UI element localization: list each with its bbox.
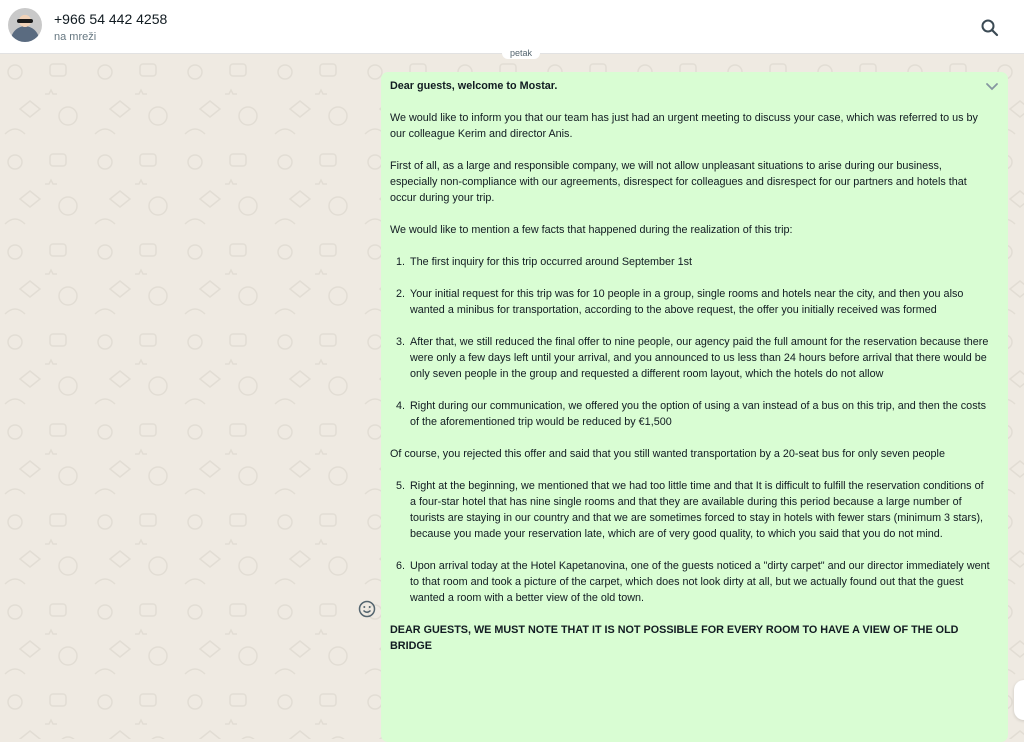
search-icon: [978, 16, 1002, 40]
facts-list-continued: [390, 478, 992, 606]
message-paragraph: Of course, you rejected this offer and said that you still wanted transportation by a 20-seat bus for only seven people: [390, 448, 945, 460]
list-item: 3. After that, we still reduced the final offer to nine people, our agency paid the full amount for the reservation because there were only a few days left until your arrival, and you announced to us less than 24 hours before arrival that there would be only seven people in the group and requested a different room layout, which the hotels do not allow: [408, 334, 992, 382]
message-title: Dear guests, welcome to Mostar.: [390, 80, 558, 92]
chevron-down-icon: [985, 81, 999, 93]
message-menu-button[interactable]: [985, 80, 999, 92]
emoji-icon: [357, 599, 377, 619]
chat-header: [0, 0, 1024, 54]
message-bubble[interactable]: [381, 72, 1008, 742]
list-item: 6. Upon arrival today at the Hotel Kapetanovina, one of the guests noticed a "dirty carpet" and our director immediately went to that room and took a picture of the carpet, which does not look dirty at all, but we actually found out that the guest wanted a room with a better view of the old town.: [408, 558, 992, 606]
scroll-down-button[interactable]: [1014, 680, 1024, 720]
list-item: 5. Right at the beginning, we mentioned that we had too little time and that It is difficult to fulfill the reservation conditions of a four-star hotel that has nine single rooms and that they are available during this period because a large number of tourists are staying in our country and that we are sometimes forced to stay in hotels with fewer stars (minimum 3 stars), because you made your reservation late, which are of very good quality, to which you said that you do not mind.: [408, 478, 992, 542]
date-label: petak: [502, 47, 540, 59]
avatar[interactable]: [8, 8, 42, 42]
message-caps-notice: DEAR GUESTS, WE MUST NOTE THAT IT IS NOT POSSIBLE FOR EVERY ROOM TO HAVE A VIEW OF THE OLD BRIDGE: [390, 624, 959, 652]
search-button[interactable]: [978, 16, 1002, 40]
emoji-reaction-button[interactable]: [357, 599, 377, 619]
facts-list: [390, 254, 992, 430]
list-item: 2. Your initial request for this trip was for 10 people in a group, single rooms and hotels near the city, and then you also wanted a minibus for transportation, according to the above request, the offer you initially received was formed: [408, 286, 992, 318]
list-item: 4. Right during our communication, we offered you the option of using a van instead of a bus on this trip, and then the costs of the aforementioned trip would be reduced by €1,500: [408, 398, 992, 430]
message-paragraph: First of all, as a large and responsible company, we will not allow unpleasant situations to arise during our business, especially non-compliance with our agreements, disrespect for colleagues and disrespect for our partners and hotels that occur during your trip.: [390, 160, 967, 204]
message-paragraph: We would like to inform you that our team has just had an urgent meeting to discuss your case, which was referred to us by our colleague Kerim and director Anis.: [390, 112, 978, 140]
list-item: 1. The first inquiry for this trip occurred around September 1st: [408, 254, 992, 270]
message-paragraph: We would like to mention a few facts that happened during the realization of this trip:: [390, 224, 793, 236]
contact-status: na mreži: [54, 31, 97, 43]
contact-name[interactable]: +966 54 442 4258: [54, 11, 168, 27]
